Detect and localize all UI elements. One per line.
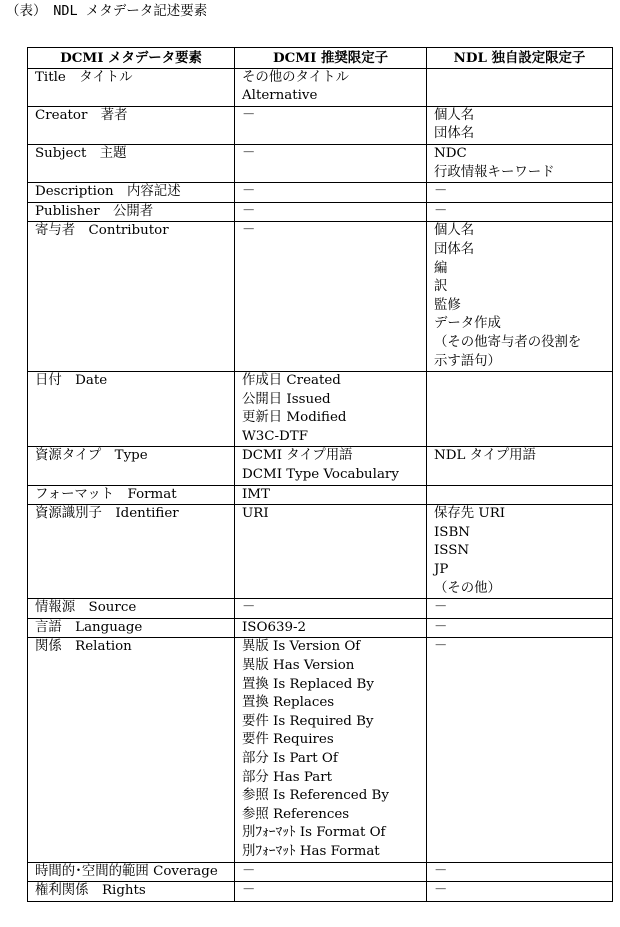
cell-line: Alternative xyxy=(242,88,318,104)
cell-line: 参照 References xyxy=(242,806,350,822)
ndl-qualifier-cell xyxy=(427,144,613,182)
cell-line: 監修 xyxy=(434,297,461,313)
header-ndl-qualifier: NDL 独自設定限定子 xyxy=(427,48,613,69)
cell-line: － xyxy=(434,863,448,879)
table-row xyxy=(28,372,613,447)
ndl-qualifier-cell xyxy=(427,618,613,638)
element-cell: 言語 Language xyxy=(28,618,235,638)
ndl-qualifier-cell xyxy=(427,862,613,882)
cell-line: 要件 Requires xyxy=(242,732,334,748)
ndl-qualifier-cell xyxy=(427,222,613,372)
cell-line: 異版 Has Version xyxy=(242,658,355,673)
dcmi-qualifier-cell xyxy=(235,183,427,203)
table-row xyxy=(28,505,613,599)
cell-line: 作成日 Created xyxy=(242,373,341,389)
cell-line: DCMI タイプ用語 xyxy=(242,448,353,464)
table-row xyxy=(28,68,613,106)
ndl-qualifier-cell xyxy=(427,447,613,485)
cell-line: JP xyxy=(434,562,449,578)
table-row xyxy=(28,862,613,882)
ndl-qualifier-cell xyxy=(427,599,613,619)
cell-line: 編 xyxy=(434,260,448,276)
element-cell: 関係 Relation xyxy=(28,638,235,862)
cell-line: IMT xyxy=(242,486,270,502)
table-row xyxy=(28,599,613,619)
cell-line: － xyxy=(434,600,448,616)
cell-line: 部分 Has Part xyxy=(242,769,333,785)
cell-line: － xyxy=(242,863,256,879)
dcmi-qualifier-cell xyxy=(235,485,427,505)
ndl-qualifier-cell xyxy=(427,183,613,203)
table-row xyxy=(28,202,613,222)
table-row xyxy=(28,144,613,182)
cell-line: ISO639-2 xyxy=(242,619,307,635)
cell-line: 置換 Is Replaced By xyxy=(242,676,374,692)
element-cell: 寄与者 Contributor xyxy=(28,222,235,372)
ndl-qualifier-cell xyxy=(427,202,613,222)
cell-line: データ作成 xyxy=(434,316,501,332)
element-cell: 権利関係 Rights xyxy=(28,882,235,902)
cell-line: その他のタイトル xyxy=(242,69,349,85)
element-cell: 時間的･空間的範囲 Coverage xyxy=(28,862,235,882)
cell-line: DCMI Type Vocabulary xyxy=(242,467,399,483)
cell-line: 参照 Is Referenced By xyxy=(242,788,389,804)
cell-line: 更新日 Modified xyxy=(242,410,347,426)
cell-line: 団体名 xyxy=(434,126,475,142)
cell-line: 保存先 URI xyxy=(434,506,506,522)
table-row xyxy=(28,106,613,144)
element-cell: フォーマット Format xyxy=(28,485,235,505)
cell-line: 行政情報キーワード xyxy=(434,164,555,180)
cell-line: NDL タイプ用語 xyxy=(434,448,536,464)
cell-line: － xyxy=(242,203,256,219)
cell-line: 個人名 xyxy=(434,107,475,123)
cell-line: － xyxy=(242,600,256,616)
dcmi-qualifier-cell xyxy=(235,882,427,902)
table-row xyxy=(28,485,613,505)
table-row xyxy=(28,882,613,902)
ndl-qualifier-cell xyxy=(427,372,613,447)
element-cell: Publisher 公開者 xyxy=(28,202,235,222)
dcmi-qualifier-cell xyxy=(235,447,427,485)
table-row xyxy=(28,222,613,372)
cell-line: 示す語句） xyxy=(434,353,501,369)
dcmi-qualifier-cell xyxy=(235,68,427,106)
cell-line: － xyxy=(242,223,256,239)
dcmi-qualifier-cell xyxy=(235,202,427,222)
cell-line: URI xyxy=(242,506,269,522)
cell-line: （その他） xyxy=(434,580,501,596)
ndl-qualifier-cell xyxy=(427,68,613,106)
table-row xyxy=(28,638,613,862)
cell-line: NDC xyxy=(434,145,467,161)
table-row xyxy=(28,447,613,485)
element-cell: Subject 主題 xyxy=(28,144,235,182)
cell-line: － xyxy=(242,184,256,200)
cell-line: 別ﾌｫｰﾏｯﾄ Is Format Of xyxy=(242,825,386,841)
cell-line: 部分 Is Part Of xyxy=(242,750,338,766)
cell-line: W3C-DTF xyxy=(242,428,309,444)
cell-line: － xyxy=(434,883,448,899)
cell-line: － xyxy=(434,203,448,219)
dcmi-qualifier-cell xyxy=(235,618,427,638)
cell-line: － xyxy=(242,883,256,899)
cell-line: － xyxy=(242,145,256,161)
cell-line: 訳 xyxy=(434,279,448,295)
cell-line: 別ﾌｫｰﾏｯﾄ Has Format xyxy=(242,843,380,859)
table-body xyxy=(28,68,613,901)
table-caption: （表） NDL メタデータ記述要素 xyxy=(6,3,208,19)
dcmi-qualifier-cell xyxy=(235,106,427,144)
cell-line: 個人名 xyxy=(434,223,475,239)
element-cell: 資源識別子 Identifier xyxy=(28,505,235,599)
cell-line: － xyxy=(434,639,448,655)
table-row xyxy=(28,618,613,638)
header-dcmi-element: DCMI メタデータ要素 xyxy=(28,48,235,69)
cell-line: 置換 Replaces xyxy=(242,695,335,711)
cell-line: ISSN xyxy=(434,543,470,559)
element-cell: Title タイトル xyxy=(28,68,235,106)
element-cell: 日付 Date xyxy=(28,372,235,447)
dcmi-qualifier-cell xyxy=(235,599,427,619)
cell-line: 要件 Is Required By xyxy=(242,713,374,729)
element-cell: 資源タイプ Type xyxy=(28,447,235,485)
ndl-qualifier-cell xyxy=(427,505,613,599)
element-cell: 情報源 Source xyxy=(28,599,235,619)
header-dcmi-qualifier: DCMI 推奨限定子 xyxy=(235,48,427,69)
cell-line: ISBN xyxy=(434,524,471,540)
dcmi-qualifier-cell xyxy=(235,638,427,862)
dcmi-qualifier-cell xyxy=(235,372,427,447)
cell-line: 団体名 xyxy=(434,241,475,257)
cell-line: 異版 Is Version Of xyxy=(242,639,361,655)
element-cell: Description 内容記述 xyxy=(28,183,235,203)
dcmi-qualifier-cell xyxy=(235,505,427,599)
dcmi-qualifier-cell xyxy=(235,144,427,182)
metadata-elements-table xyxy=(27,47,613,902)
table-row xyxy=(28,183,613,203)
cell-line: － xyxy=(434,619,448,635)
header-row xyxy=(28,48,613,69)
ndl-qualifier-cell xyxy=(427,106,613,144)
element-cell: Creator 著者 xyxy=(28,106,235,144)
ndl-qualifier-cell xyxy=(427,882,613,902)
ndl-qualifier-cell xyxy=(427,638,613,862)
ndl-qualifier-cell xyxy=(427,485,613,505)
cell-line: － xyxy=(242,107,256,123)
dcmi-qualifier-cell xyxy=(235,862,427,882)
cell-line: 公開日 Issued xyxy=(242,391,331,407)
cell-line: （その他寄与者の役割を xyxy=(434,334,582,350)
cell-line: － xyxy=(434,184,448,200)
dcmi-qualifier-cell xyxy=(235,222,427,372)
